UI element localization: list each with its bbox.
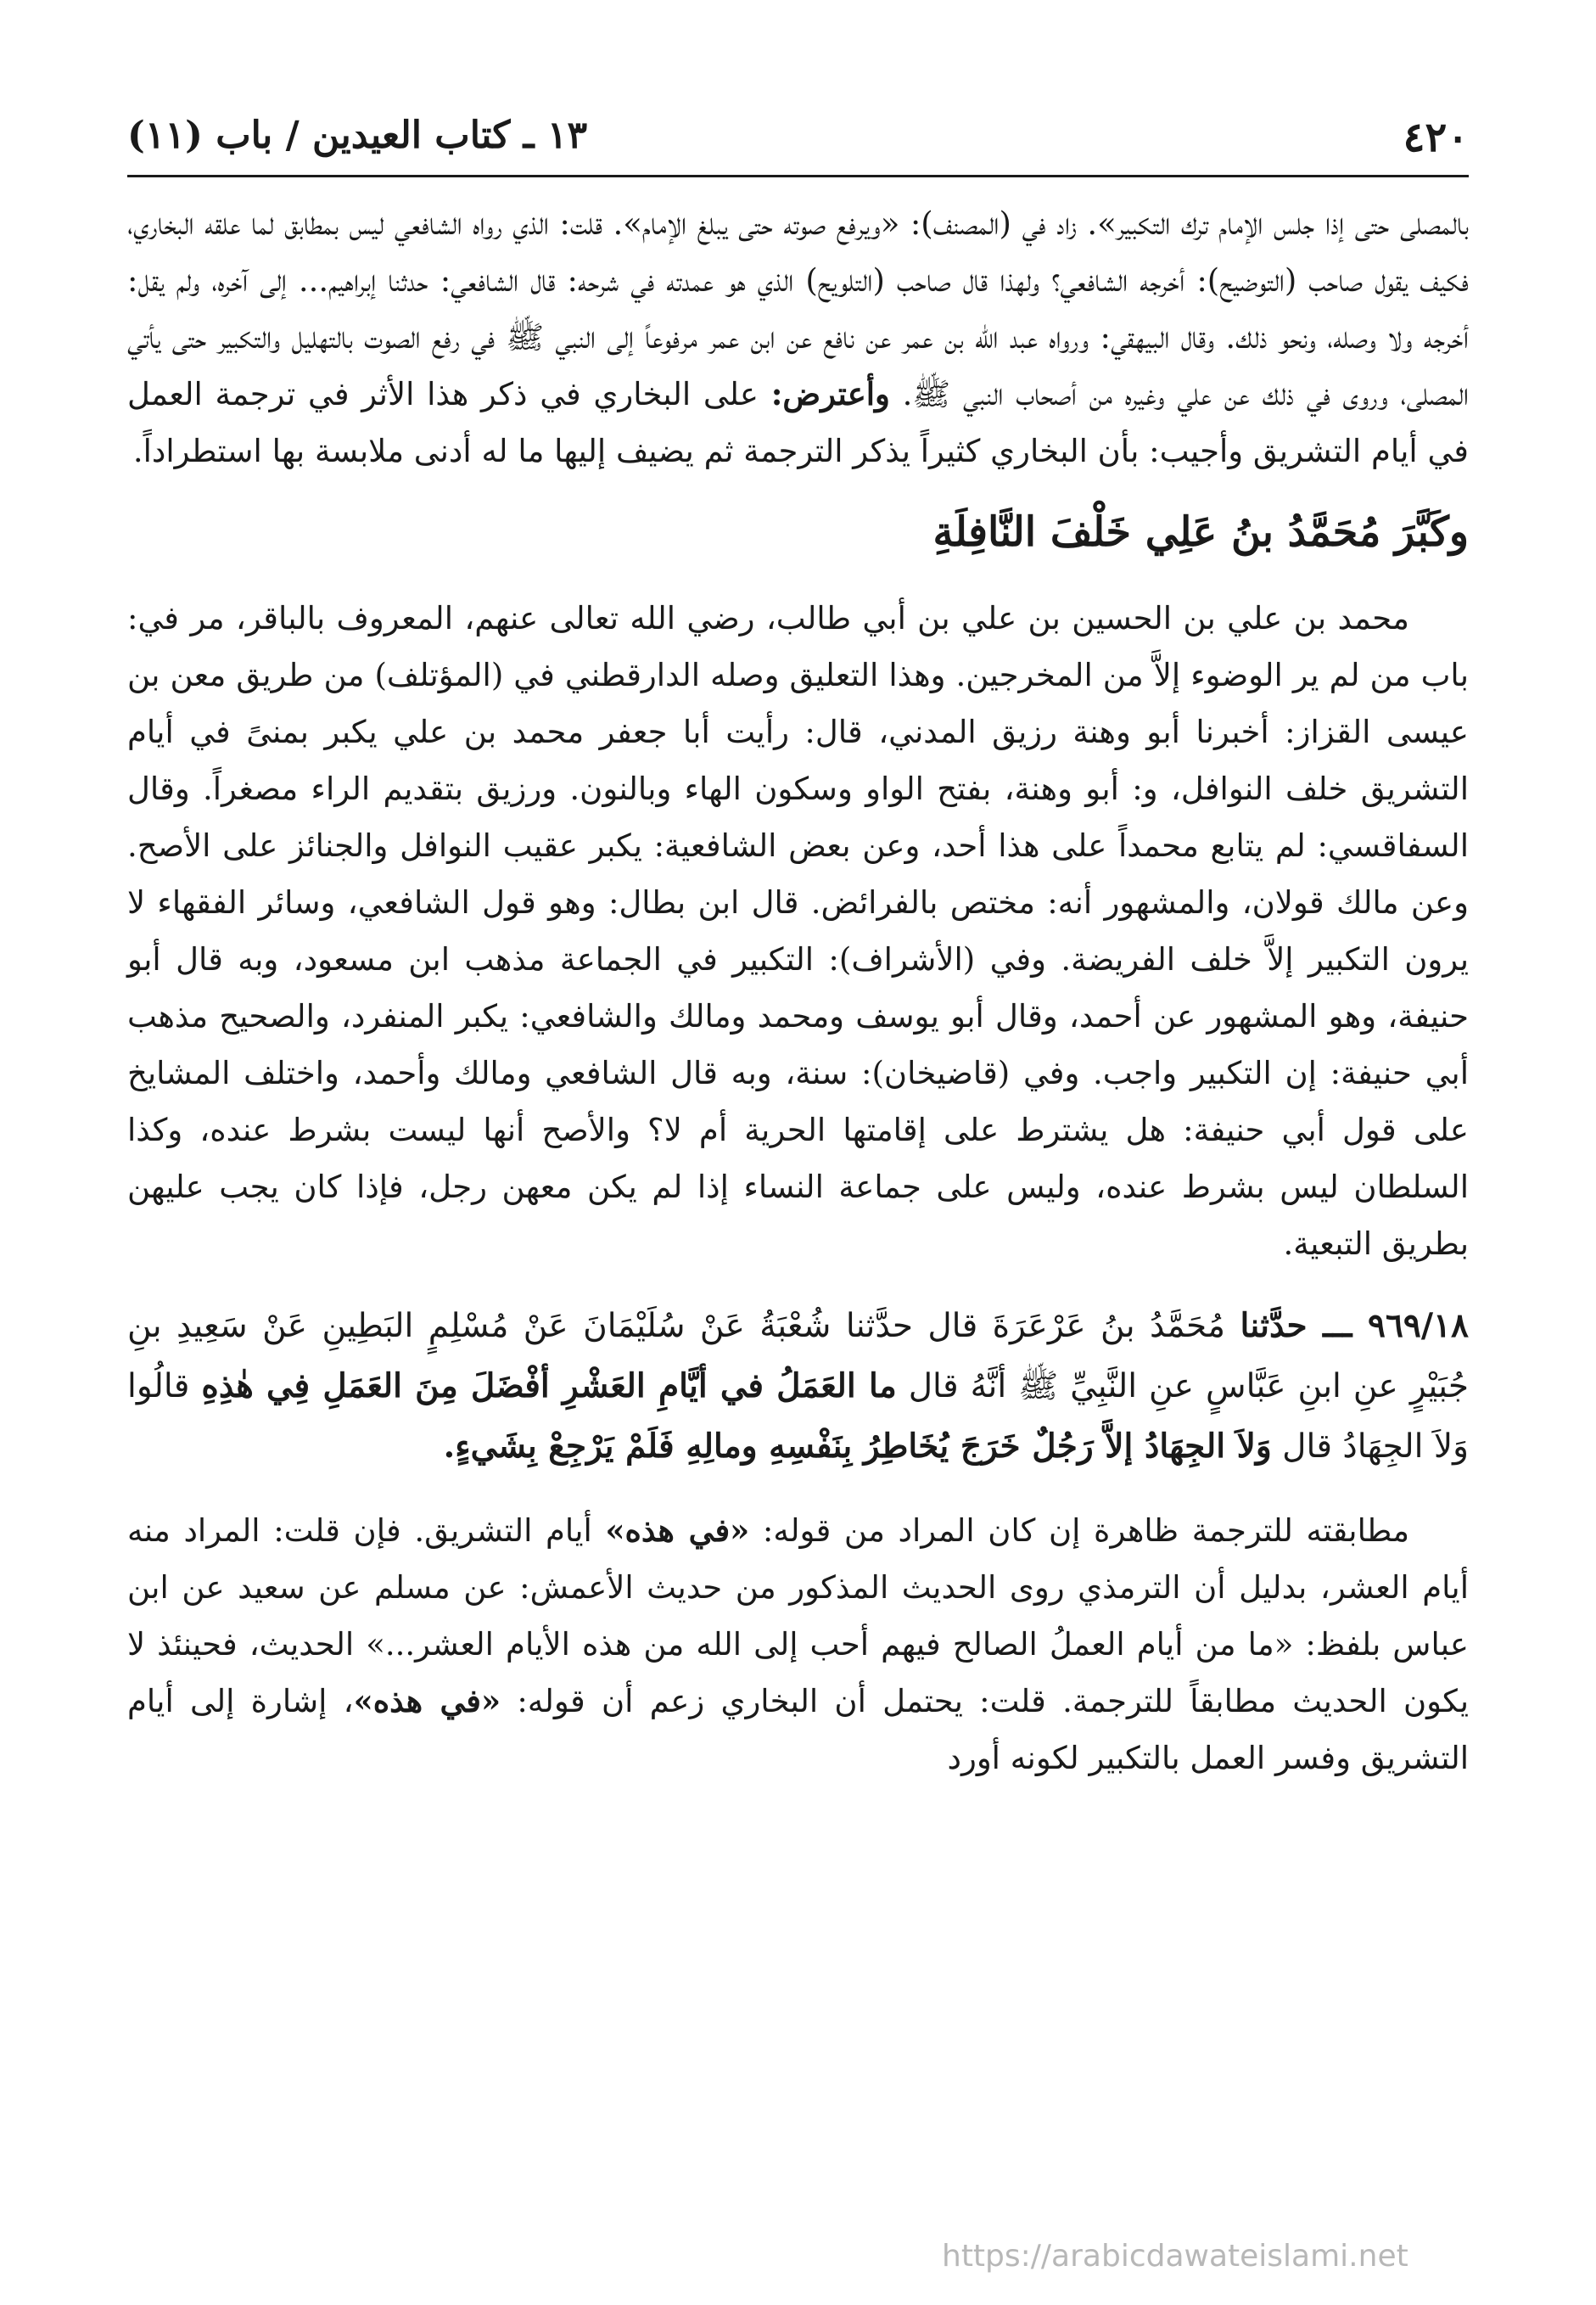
hadith-matn-2: وَلاَ الجِهَادُ إلاَّ رَجُلٌ خَرَجَ يُخَاطِرُ بِنَفْسِهِ ومالِهِ فَلَمْ يَرْجِعْ بِشَيءٍ. (443, 1427, 1272, 1466)
hadith-middle: قالُوا وَلاَ الجِهَادُ قال (127, 1367, 1469, 1466)
running-header (127, 109, 1469, 170)
paragraph-biography: محمد بن علي بن الحسين بن علي بن أبي طالب، رضي الله تعالى عنهم، المعروف بالباقر، مر في: باب من لم ير الوضوء إلاَّ من المخرجين. وهذا التعليق وصله الدارقطني في (المؤتلف) من طريق معن بن عيسى القزاز: أخبرنا أبو وهنة رزيق المدني، قال: رأيت أبا جعفر محمد بن علي يكبر بمنىً في أيام التشريق خلف النوافل، و: أبو وهنة، بفتح الواو وسكون الهاء وبالنون. ورزيق بتقديم الراء مصغراً. وقال السفاقسي: لم يتابع محمداً على هذا أحد، وعن بعض الشافعية: يكبر عقيب النوافل والجنائز على الأصح. وعن مالك قولان، والمشهور أنه: مختص بالفرائض. قال ابن بطال: وهو قول الشافعي، وسائر الفقهاء لا يرون التكبير إلاَّ خلف الفريضة. وفي (الأشراف): التكبير في الجماعة مذهب ابن مسعود، وبه قال أبو حنيفة، وهو المشهور عن أحمد، وقال أبو يوسف ومحمد ومالك والشافعي: يكبر المنفرد، والصحيح مذهب أبي حنيفة: إن التكبير واجب. وفي (قاضيخان): سنة، وبه قال الشافعي ومالك وأحمد، واختلف المشايخ على قول أبي حنيفة: هل يشترط على إقامتها الحرية أم لا؟ والأصح أنها ليست بشرط عنده، وكذا السلطان ليس بشرط عنده، وليس على جماعة النساء إذا لم يكن معهن رجل، فإذا كان يجب عليهن بطريق التبعية. (127, 600, 1469, 1262)
chapter-title: ١٣ ـ كتاب العيدين / باب (١١) (127, 114, 588, 157)
commentary-part-1: مطابقته للترجمة ظاهرة إن كان المراد من قوله: (762, 1512, 1410, 1549)
commentary-quote-1: «في هذه» (605, 1511, 750, 1549)
commentary-quote-2: «في هذه» (353, 1682, 501, 1719)
paragraph-continuation (127, 195, 1469, 480)
watermark-url: https://arabicdawateislami.net (942, 2239, 1408, 2274)
objection-text: على البخاري في ذكر هذا الأثر في ترجمة العمل في أيام التشريق وأجيب: بأن البخاري كثيراً يذكر الترجمة ثم يضيف إليها ما له أدنى ملابسة بها استطراداً. (127, 376, 1469, 469)
section-heading: وكَبَّرَ مُحَمَّدُ بنُ عَلِي خَلْفَ النَّافِلَةِ (932, 508, 1469, 556)
objection-label: وأعترض: (770, 375, 890, 412)
page-number: ٤٢٠ (1403, 114, 1469, 161)
commentary-paragraph (127, 1502, 1469, 1786)
commentary-part-3: ، إشارة إلى أيام التشريق وفسر العمل بالتكبير لكونه أورد (127, 1683, 1469, 1776)
commentary-part-2: أيام التشريق. فإن قلت: المراد منه أيام العشر، بدليل أن الترمذي روى الحديث المذكور من حديث الأعمش: عن مسلم عن سعيد عن ابن عباس بلفظ: «ما من أيام العملُ الصالح فيهم أحب إلى الله من هذه الأيام العشر...» الحديث، فحينئذ لا يكون الحديث مطابقاً للترجمة. قلت: يحتمل أن البخاري زعم أن قوله: (127, 1512, 1470, 1719)
hadith-block (127, 1296, 1469, 1477)
main-text (127, 195, 1469, 1786)
hadith-number: ٩٦٩/١٨ ـــ حدَّثنا (1240, 1306, 1469, 1345)
header-divider (127, 175, 1469, 177)
hadith-matn-1: ما العَمَلُ في أيَّامِ العَشْرِ أفْضَلَ مِنَ العَمَلِ فِي هٰذِهِ (201, 1366, 897, 1405)
paragraph-1-text: بالمصلى حتى إذا جلس الإمام ترك التكبير». زاد في (المصنف): «ويرفع صوته حتى يبلغ الإمام». قلت: الذي رواه الشافعي ليس بمطابق لما علقه البخاري، فكيف يقول صاحب (التوضيح): أخرجه الشافعي؟ ولهذا قال صاحب (التلويح) الذي هو عمدته في شرحه: قال الشافعي: حدثنا إبراهيم... إلى آخره، ولم يقل: أخرجه ولا وصله، ونحو ذلك. وقال البيهقي: ورواه عبد الله بن عمر عن نافع عن ابن عمر مرفوعاً إلى النبي ﷺ في رفع الصوت بالتهليل والتكبير حتى يأتي المصلى، وروى في ذلك عن علي وغيره من أصحاب النبي ﷺ. (127, 205, 1470, 412)
hadith-chain: مُحَمَّدُ بنُ عَرْعَرَةَ قال حدَّثنا شُعْبَةُ عَنْ سُلَيْمَانَ عَنْ مُسْلِمٍ البَطِينِ عَنْ سَعِيدِ بنِ جُبَيْرٍ عنِ ابنِ عَبَّاسٍ عنِ النَّبِيِّ ﷺ أنَّهُ قال (127, 1307, 1469, 1405)
